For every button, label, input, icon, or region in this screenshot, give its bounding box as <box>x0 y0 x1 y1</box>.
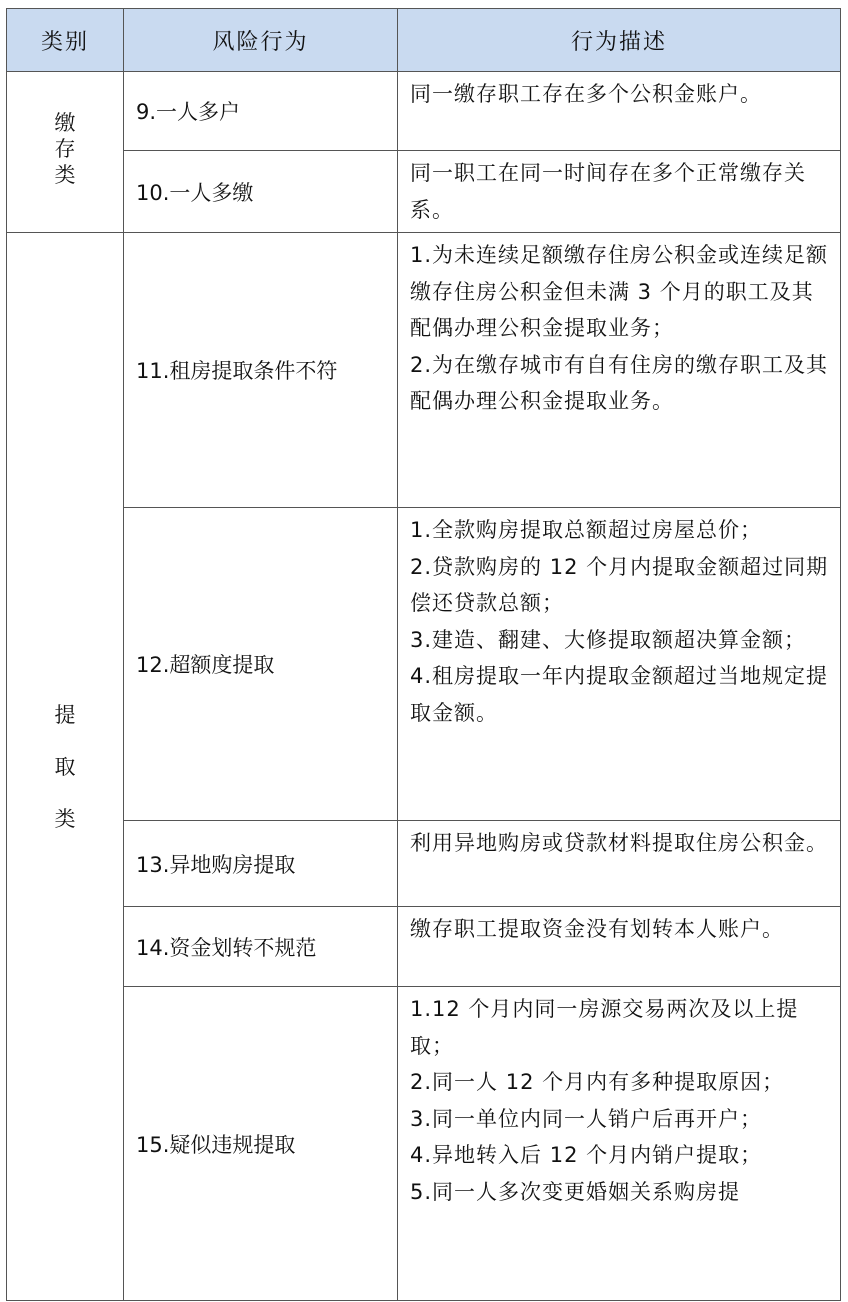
table-row <box>7 907 841 987</box>
description-cell <box>398 151 841 233</box>
description-cell <box>398 233 841 508</box>
description-line: 3.建造、翻建、大修提取额超决算金额； <box>410 627 807 652</box>
description-cell <box>398 821 841 907</box>
risk-cell: 11.租房提取条件不符 <box>124 233 398 508</box>
description-cell <box>398 987 841 1301</box>
header-description: 行为描述 <box>398 9 841 72</box>
risk-cell: 10.一人多缴 <box>124 151 398 233</box>
risk-table <box>6 8 841 1301</box>
description-line: 利用异地购房或贷款材料提取住房公积金。 <box>410 831 828 855</box>
description-cell <box>398 907 841 987</box>
risk-cell: 9.一人多户 <box>124 72 398 151</box>
table-row <box>7 821 841 907</box>
table-row <box>7 151 841 233</box>
description-line: 4.租房提取一年内提取金额超过当地规定提取金额。 <box>410 664 829 725</box>
header-risk: 风险行为 <box>124 9 398 72</box>
category-cell-withdrawal <box>7 233 124 1301</box>
description-line: 1.为未连续足额缴存住房公积金或连续足额缴存住房公积金但未满 3 个月的职工及其配偶办理公积金提取业务； <box>410 243 829 340</box>
description-cell <box>398 72 841 151</box>
table-row <box>7 233 841 508</box>
header-category: 类别 <box>7 9 124 72</box>
table-row <box>7 508 841 821</box>
table-row <box>7 987 841 1301</box>
description-line: 1.全款购房提取总额超过房屋总价； <box>410 518 763 542</box>
category-char: 类 <box>54 163 76 187</box>
description-line: 2.同一人 12 个月内有多种提取原因； <box>410 1070 785 1094</box>
description-line: 4.异地转入后 12 个月内销户提取； <box>410 1143 763 1167</box>
description-line: 1.12 个月内同一房源交易两次及以上提取； <box>410 997 799 1058</box>
description-line: 2.贷款购房的 12 个月内提取金额超过同期偿还贷款总额； <box>410 554 829 615</box>
description-line: 5.同一人多次变更婚姻关系购房提 <box>410 1179 741 1204</box>
description-cell <box>398 508 841 821</box>
table-row <box>7 72 841 151</box>
description-line: 同一职工在同一时间存在多个正常缴存关系。 <box>410 161 806 222</box>
category-char: 类 <box>54 806 76 831</box>
risk-cell: 13.异地购房提取 <box>124 821 398 907</box>
description-line: 缴存职工提取资金没有划转本人账户。 <box>410 917 784 941</box>
description-line: 2.为在缴存城市有自有住房的缴存职工及其配偶办理公积金提取业务。 <box>410 352 829 413</box>
description-line: 3.同一单位内同一人销户后再开户； <box>410 1106 763 1131</box>
category-char: 取 <box>54 754 76 779</box>
category-char: 提 <box>54 702 76 727</box>
category-char: 缴 <box>54 111 76 135</box>
description-line: 同一缴存职工存在多个公积金账户。 <box>410 82 762 106</box>
header-row <box>7 9 841 72</box>
risk-cell: 15.疑似违规提取 <box>124 987 398 1301</box>
risk-cell: 12.超额度提取 <box>124 508 398 821</box>
risk-cell: 14.资金划转不规范 <box>124 907 398 987</box>
category-cell-deposit <box>7 72 124 233</box>
category-char: 存 <box>54 137 76 161</box>
